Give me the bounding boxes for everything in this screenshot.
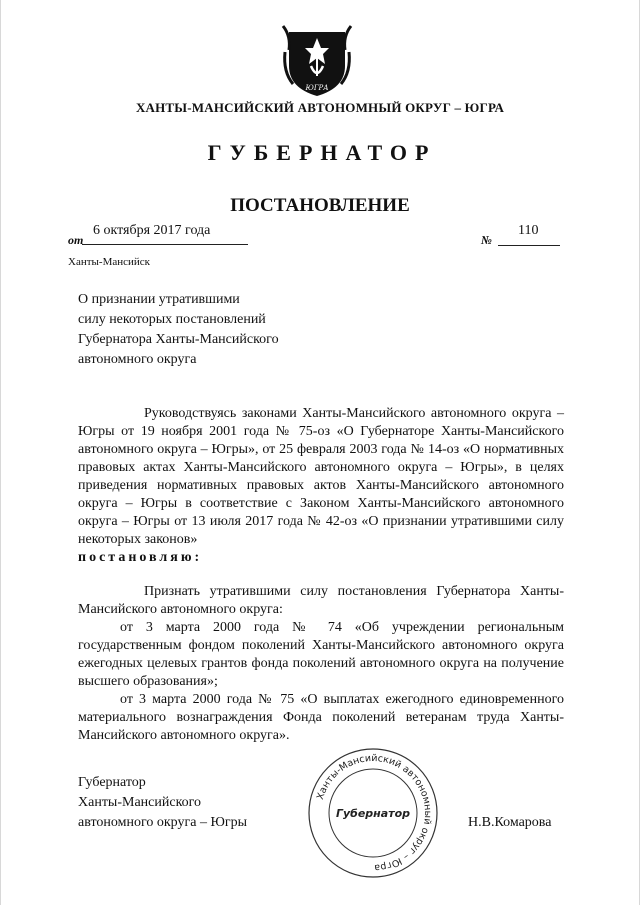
- seal-center-text: Губернатор: [335, 807, 411, 820]
- signatory-title-line: Губернатор: [78, 775, 146, 790]
- region-heading: ХАНТЫ-МАНСИЙСКИЙ АВТОНОМНЫЙ ОКРУГ – ЮГРА: [135, 100, 505, 115]
- subject-line: Губернатора Ханты-Мансийского: [78, 332, 279, 347]
- signatory-name: Н.В.Комарова: [468, 815, 552, 830]
- subject-line: О признании утратившими: [78, 292, 240, 307]
- resolve-word: постановляю:: [78, 550, 203, 565]
- seal-ring-text: Ханты-Мансийский автономный округ – Югра: [314, 752, 434, 874]
- preamble-text: Руководствуясь законами Ханты-Мансийского автономного округа – Югры от 19 ноября 2001 года № 75-оз «О Губернаторе Ханты-Мансийского автономного округа – Югры», от 25 февраля 2003 года № 14-оз «О нормативных правовых актах Ханты-Мансийского автономного округа – Югры», в целях приведения нормативных правовых актов Ханты-Мансийского автономного округа – Югры в соответствие с Законом Ханты-Мансийского автономного округа – Югры от 13 июля 2017 года № 42-оз «О признании утратившими силу некоторых законов»: [78, 406, 564, 547]
- preamble-paragraph: [78, 405, 564, 567]
- date-label: от: [68, 233, 84, 247]
- signatory-title-line: автономного округа – Югры: [78, 815, 247, 830]
- official-seal: [303, 743, 443, 883]
- emblem-caption: ЮГРА: [305, 84, 329, 92]
- document-body: [78, 405, 564, 745]
- authority-heading: ГУБЕРНАТОР: [207, 140, 437, 165]
- repeal-item-1: от 3 марта 2000 года № 74 «Об учреждении региональным государственным фондом поколений Ханты-Мансийского автономного округа ежегодных целевых грантов фонда поколений автономного округа на получение высшего образования»;: [78, 620, 564, 689]
- repeal-paragraph: Признать утратившими силу постановления Губернатора Ханты-Мансийского автономного округа:: [78, 584, 564, 617]
- document-date: 6 октября 2017 года: [93, 223, 211, 238]
- coat-of-arms-emblem: [281, 22, 353, 100]
- subject-line: автономного округа: [78, 352, 197, 367]
- signatory-title-line: Ханты-Мансийского: [78, 795, 202, 810]
- number-label: №: [481, 233, 492, 247]
- document-type-heading: ПОСТАНОВЛЕНИЕ: [230, 195, 410, 216]
- document-subject: [78, 290, 378, 370]
- document-number: 110: [518, 223, 539, 238]
- issue-city: Ханты-Мансийск: [68, 256, 151, 268]
- date-underline: [82, 244, 248, 245]
- subject-line: силу некоторых постановлений: [78, 312, 266, 327]
- signatory-title: [78, 773, 247, 833]
- repeal-item-2: от 3 марта 2000 года № 75 «О выплатах ежегодного единовременного материального вознаграждения Фонда поколений ветеранам труда Ханты-Мансийского автономного округа».: [78, 692, 564, 743]
- number-underline: [498, 245, 560, 246]
